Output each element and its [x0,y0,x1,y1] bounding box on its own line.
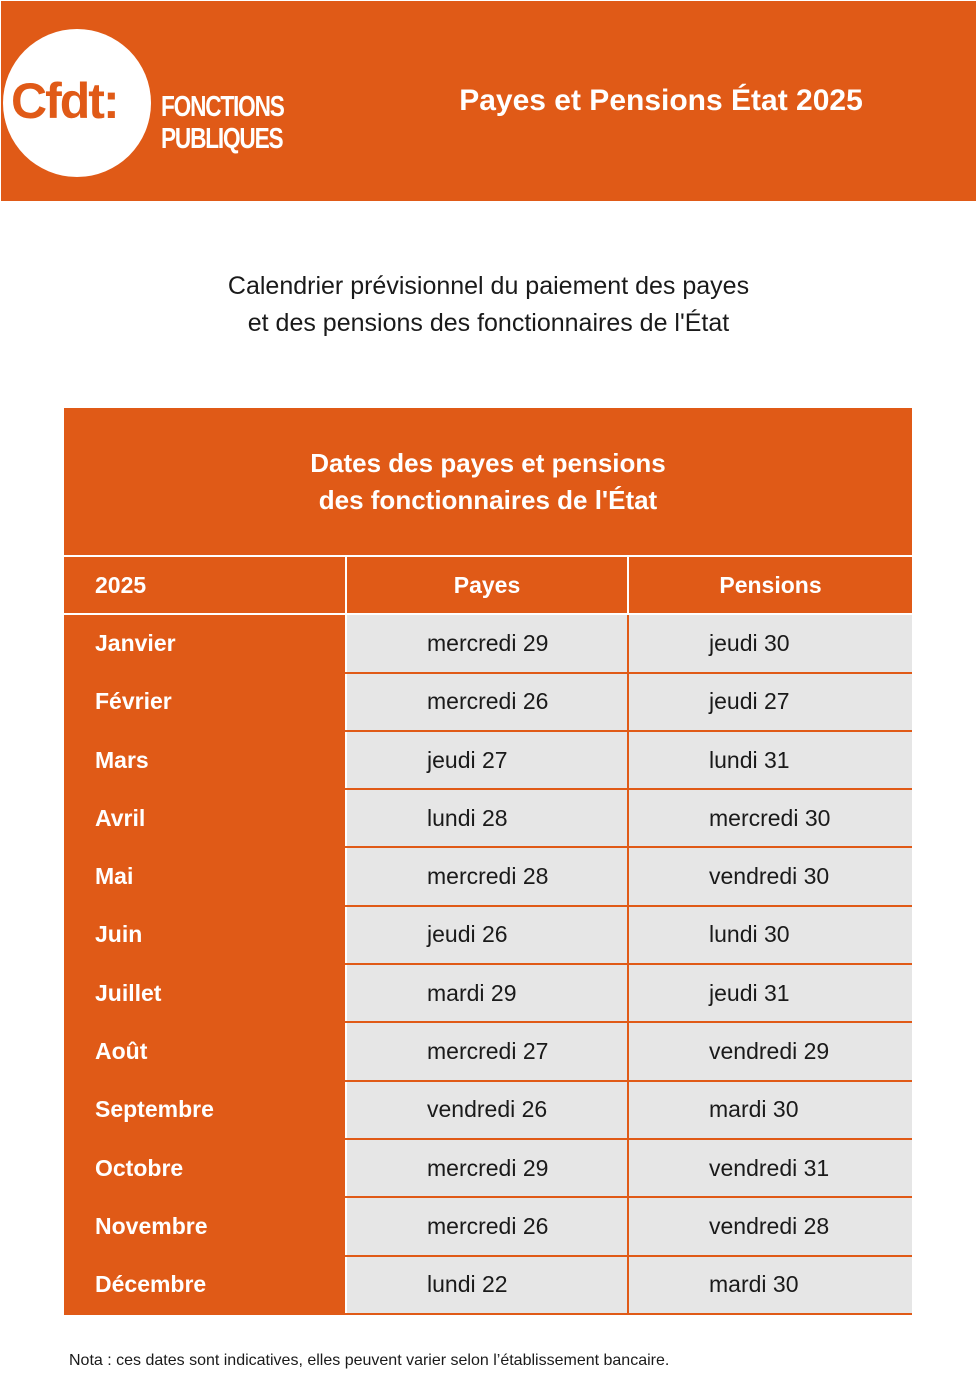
page-header [1,1,976,201]
cfdt-logo: Cfdt: [11,73,118,129]
month-cell: Mai [64,848,347,904]
table-title [64,408,912,557]
payes-cell: jeudi 27 [347,732,629,788]
month-cell: Juin [64,907,347,963]
pensions-cell: jeudi 31 [629,965,912,1021]
column-header-pensions: Pensions [629,557,912,613]
column-header-payes: Payes [347,557,629,613]
table-row [64,674,912,732]
table-row [64,848,912,906]
page-title: Payes et Pensions État 2025 [459,84,863,117]
table-row [64,1198,912,1256]
dates-table [64,408,912,1315]
pensions-cell: vendredi 28 [629,1198,912,1254]
page-subtitle [0,268,977,342]
table-row [64,790,912,848]
payes-cell: lundi 28 [347,790,629,846]
pensions-cell: mercredi 30 [629,790,912,846]
table-row [64,1257,912,1315]
payes-cell: jeudi 26 [347,907,629,963]
subtitle-line2: et des pensions des fonctionnaires de l'État [247,309,730,337]
table-row [64,907,912,965]
month-cell: Janvier [64,615,347,671]
month-cell: Février [64,674,347,730]
pensions-cell: lundi 31 [629,732,912,788]
table-row [64,1023,912,1081]
table-header-row [64,557,912,615]
pensions-cell: vendredi 30 [629,848,912,904]
month-cell: Avril [64,790,347,846]
pensions-cell: vendredi 31 [629,1140,912,1196]
table-row [64,1140,912,1198]
payes-cell: mercredi 29 [347,615,629,671]
pensions-cell: lundi 30 [629,907,912,963]
footnote: Nota : ces dates sont indicatives, elles peuvent varier selon l’établissement bancaire. [69,1352,670,1369]
payes-cell: mercredi 29 [347,1140,629,1196]
month-cell: Novembre [64,1198,347,1254]
payes-cell: vendredi 26 [347,1082,629,1138]
month-cell: Décembre [64,1257,347,1313]
payes-cell: lundi 22 [347,1257,629,1313]
table-row [64,732,912,790]
payes-cell: mercredi 28 [347,848,629,904]
month-cell: Mars [64,732,347,788]
payes-cell: mardi 29 [347,965,629,1021]
subtitle-line1: Calendrier prévisionnel du paiement des payes [227,272,750,300]
logo-subtitle-line2: PUBLIQUES [161,123,283,155]
month-cell: Juillet [64,965,347,1021]
logo-subtitle [161,91,318,155]
column-header-year: 2025 [64,557,347,613]
table-title-line2: des fonctionnaires de l'État [318,484,658,515]
pensions-cell: mardi 30 [629,1082,912,1138]
month-cell: Septembre [64,1082,347,1138]
table-row [64,965,912,1023]
table-row [64,615,912,673]
table-row [64,1082,912,1140]
payes-cell: mercredi 27 [347,1023,629,1079]
payes-cell: mercredi 26 [347,1198,629,1254]
pensions-cell: jeudi 27 [629,674,912,730]
pensions-cell: jeudi 30 [629,615,912,671]
pensions-cell: mardi 30 [629,1257,912,1313]
payes-cell: mercredi 26 [347,674,629,730]
table-body [64,615,912,1315]
logo-subtitle-line1: FONCTIONS [161,91,284,123]
pensions-cell: vendredi 29 [629,1023,912,1079]
table-title-line1: Dates des payes et pensions [310,447,666,478]
month-cell: Octobre [64,1140,347,1196]
month-cell: Août [64,1023,347,1079]
